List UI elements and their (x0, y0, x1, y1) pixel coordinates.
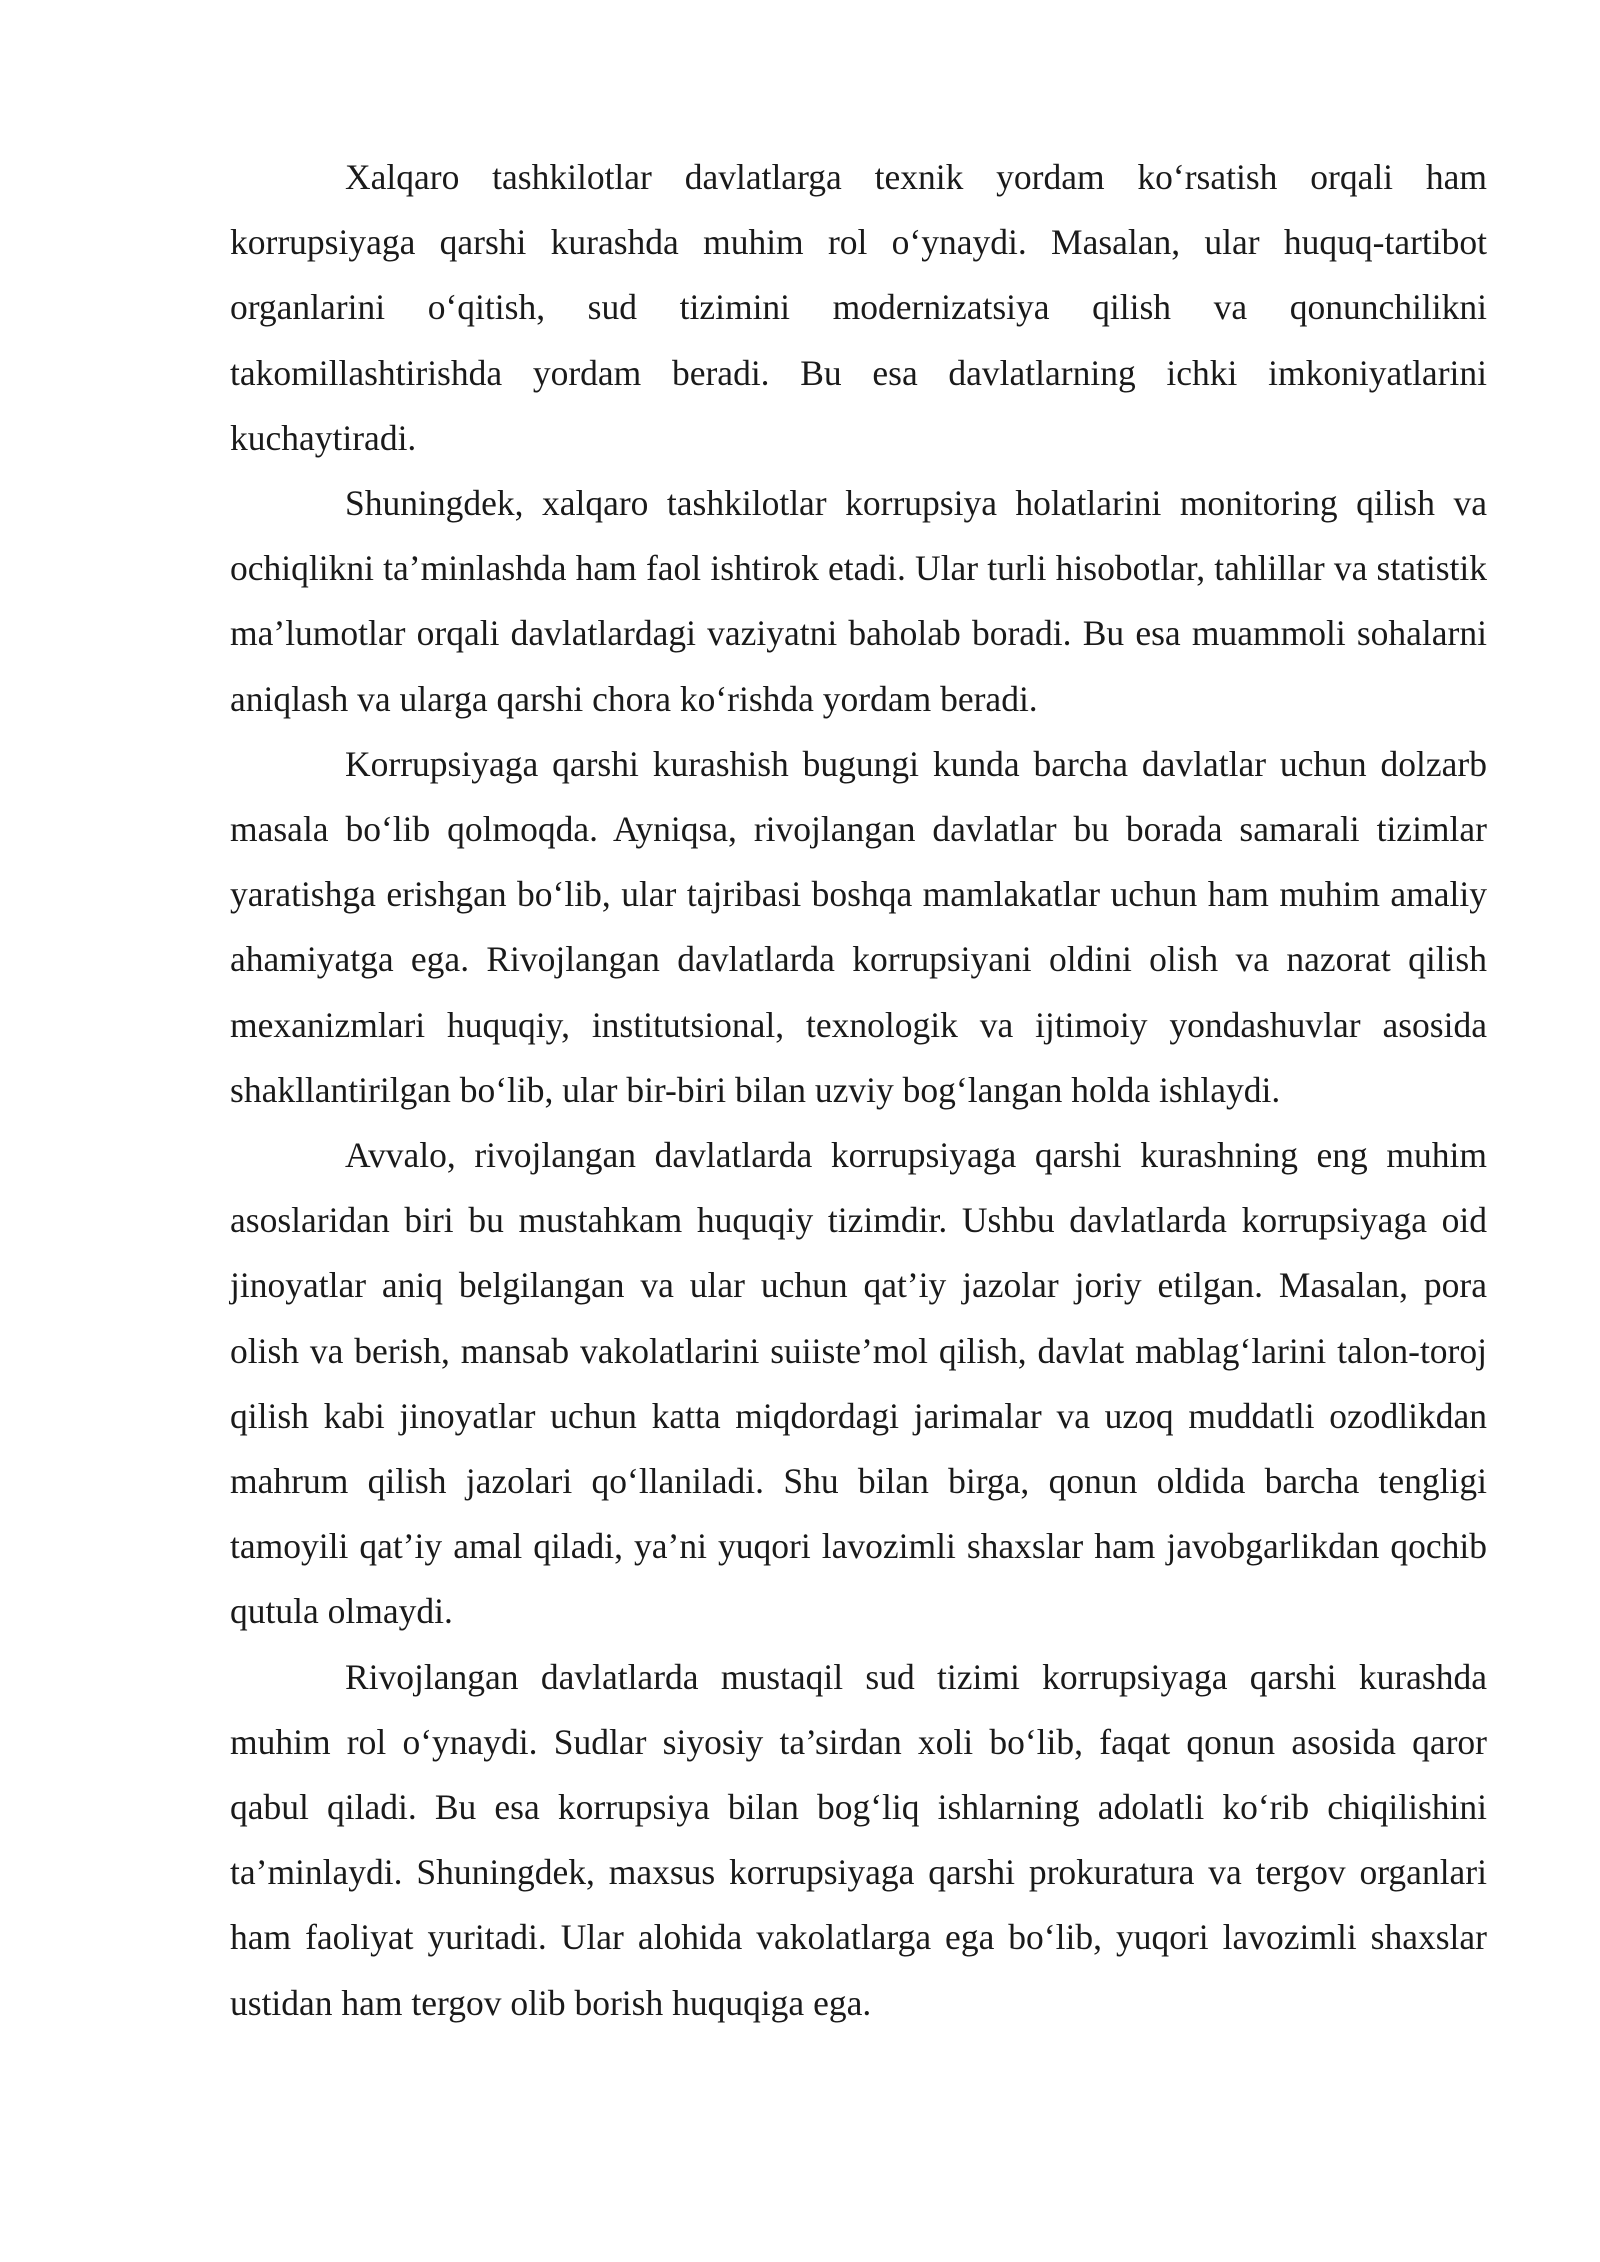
paragraph-independent-courts: Rivojlangan davlatlarda mustaqil sud tizimi korrupsiyaga qarshi kurashda muhim rol o‘ynaydi. Sudlar siyosiy ta’sirdan xoli bo‘lib, faqat qonun asosida qaror qabul qiladi. Bu esa korrupsiya bilan bog‘liq ishlarning adolatli ko‘rib chiqilishini ta’minlaydi. Shuningdek, maxsus korrupsiyaga qarshi prokuratura va tergov organlari ham faoliyat yuritadi. Ular alohida vakolatlarga ega bo‘lib, yuqori lavozimli shaxslar ustidan ham tergov olib borish huquqiga ega. (230, 1656, 1487, 2023)
document-body (230, 145, 1487, 2036)
paragraph-developed-countries-experience: Korrupsiyaga qarshi kurashish bugungi kunda barcha davlatlar uchun dolzarb masala bo‘lib qolmoqda. Ayniqsa, rivojlangan davlatlar bu borada samarali tizimlar yaratishga erishgan bo‘lib, ular tajribasi boshqa mamlakatlar uchun ham muhim amaliy ahamiyatga ega. Rivojlangan davlatlarda korrupsiyani oldini olish va nazorat qilish mexanizmlari huquqiy, institutsional, texnologik va ijtimoiy yondashuvlar asosida shakllantirilgan bo‘lib, ular bir-biri bilan uzviy bog‘langan holda ishlaydi. (230, 743, 1487, 1110)
paragraph-monitoring-transparency: Shuningdek, xalqaro tashkilotlar korrupsiya holatlarini monitoring qilish va ochiqlikni ta’minlashda ham faol ishtirok etadi. Ular turli hisobotlar, tahlillar va statistik ma’lumotlar orqali davlatlardagi vaziyatni baholab boradi. Bu esa muammoli sohalarni aniqlash va ularga qarshi chora ko‘rishda yordam beradi. (230, 483, 1487, 719)
paragraph-legal-system: Avvalo, rivojlangan davlatlarda korrupsiyaga qarshi kurashning eng muhim asoslaridan biri bu mustahkam huquqiy tizimdir. Ushbu davlatlarda korrupsiyaga oid jinoyatlar aniq belgilangan va ular uchun qat’iy jazolar joriy etilgan. Masalan, pora olish va berish, mansab vakolatlarini suiiste’mol qilish, davlat mablag‘larini talon-toroj qilish kabi jinoyatlar uchun katta miqdordagi jarimalar va uzoq muddatli ozodlikdan mahrum qilish jazolari qo‘llaniladi. Shu bilan birga, qonun oldida barcha tengligi tamoyili qat’iy amal qiladi, ya’ni yuqori lavozimli shaxslar ham javobgarlikdan qochib qutula olmaydi. (230, 1135, 1487, 1632)
paragraph-international-technical-assistance: Xalqaro tashkilotlar davlatlarga texnik yordam ko‘rsatish orqali ham korrupsiyaga qarshi kurashda muhim rol o‘ynaydi. Masalan, ular huquq-tartibot organlarini o‘qitish, sud tizimini modernizatsiya qilish va qonunchilikni takomillashtirishda yordam beradi. Bu esa davlatlarning ichki imkoniyatlarini kuchaytiradi. (230, 157, 1487, 458)
